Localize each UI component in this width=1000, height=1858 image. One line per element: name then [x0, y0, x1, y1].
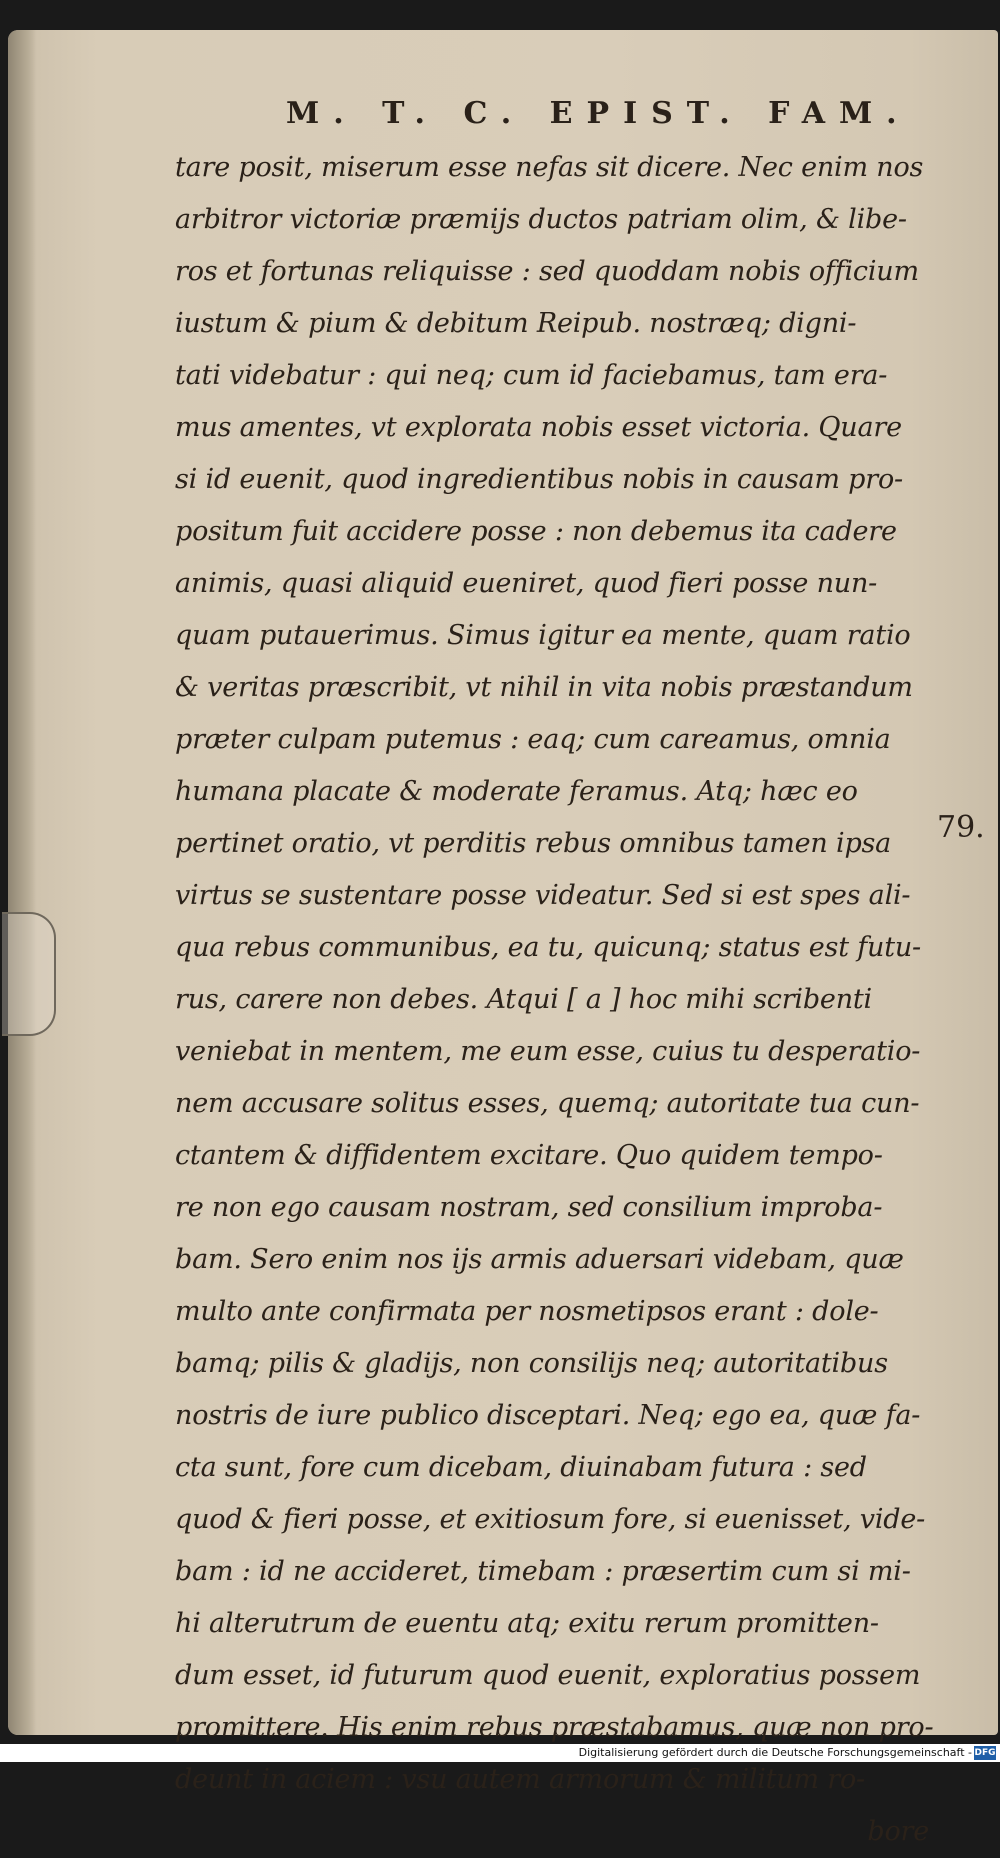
running-head: M. T. C. EPIST. FAM. — [286, 96, 911, 131]
text-line: promittere. His enim rebus præstabamus, quæ non pro- — [175, 1712, 934, 1743]
catchword: bore — [867, 1816, 929, 1847]
text-line: humana placate & moderate feramus. Atq; hæc eo — [175, 776, 858, 807]
text-line: bamq; pilis & gladijs, non consilijs neq; autoritatibus — [175, 1348, 888, 1379]
text-line: re non ego causam nostram, sed consilium improba- — [175, 1192, 883, 1223]
text-line: deunt in aciem : vsu autem armorum & militum ro- — [175, 1764, 865, 1795]
body-text — [175, 142, 935, 1858]
page-gutter-shadow — [8, 30, 36, 1735]
text-line: quod & fieri posse, et exitiosum fore, si euenisset, vide- — [175, 1504, 926, 1535]
text-line: dum esset, id futurum quod euenit, exploratius possem — [175, 1660, 921, 1691]
text-line: & veritas præscribit, vt nihil in vita nobis præstandum — [175, 672, 913, 703]
text-line: bam. Sero enim nos ijs armis aduersari videbam, quæ — [175, 1244, 904, 1275]
text-line: nostris de iure publico disceptari. Neq; ego ea, quæ fa- — [175, 1400, 921, 1431]
text-line: qua rebus communibus, ea tu, quicunq; status est futu- — [175, 932, 921, 963]
text-line: nem accusare solitus esses, quemq; autoritate tua cun- — [175, 1088, 920, 1119]
text-line: virtus se sustentare posse videatur. Sed si est spes ali- — [175, 880, 911, 911]
text-line: tare posit, miserum esse nefas sit dicere. Nec enim nos — [175, 152, 924, 183]
text-line: positum fuit accidere posse : non debemus ita cadere — [175, 516, 897, 547]
text-line: tati videbatur : qui neq; cum id faciebamus, tam era- — [175, 360, 888, 391]
text-line: veniebat in mentem, me eum esse, cuius tu desperatio- — [175, 1036, 921, 1067]
footer-credit: Digitalisierung gefördert durch die Deutsche Forschungsgemeinschaft - — [578, 1746, 972, 1759]
text-line: si id euenit, quod ingredientibus nobis in causam pro- — [175, 464, 903, 495]
text-line: rus, carere non debes. Atqui [ a ] hoc mihi scribenti — [175, 984, 872, 1015]
page-clip — [2, 912, 56, 1036]
text-line: cta sunt, fore cum dicebam, diuinabam futura : sed — [175, 1452, 867, 1483]
text-line: ctantem & diffidentem excitare. Quo quidem tempo- — [175, 1140, 883, 1171]
text-line: pertinet oratio, vt perditis rebus omnibus tamen ipsa — [175, 828, 892, 859]
text-line: animis, quasi aliquid eueniret, quod fieri posse nun- — [175, 568, 878, 599]
text-line: ros et fortunas reliquisse : sed quoddam nobis officium — [175, 256, 919, 287]
text-line: multo ante confirmata per nosmetipsos erant : dole- — [175, 1296, 879, 1327]
text-line: hi alterutrum de euentu atq; exitu rerum promitten- — [175, 1608, 879, 1639]
dfg-logo: DFG — [974, 1748, 996, 1758]
text-line: quam putauerimus. Simus igitur ea mente, quam ratio — [175, 620, 911, 651]
text-line: arbitror victoriæ præmijs ductos patriam olim, & libe- — [175, 204, 907, 235]
text-line: præter culpam putemus : eaq; cum careamus, omnia — [175, 724, 891, 755]
margin-number: 79. — [937, 810, 985, 845]
text-line: mus amentes, vt explorata nobis esset victoria. Quare — [175, 412, 902, 443]
text-line: bam : id ne accideret, timebam : præsertim cum si mi- — [175, 1556, 911, 1587]
text-line: iustum & pium & debitum Reipub. nostræq; digni- — [175, 308, 857, 339]
